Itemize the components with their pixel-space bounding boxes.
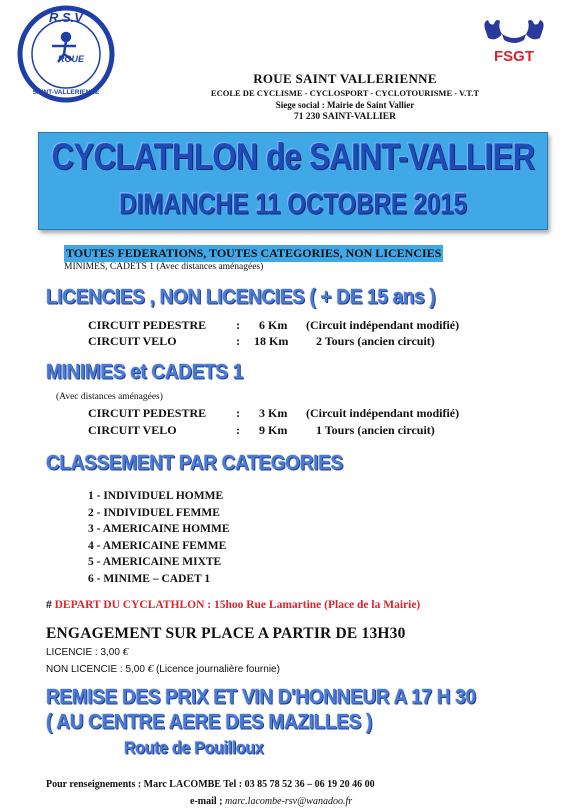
row-distance: 18 Km bbox=[254, 334, 289, 348]
row-label: CIRCUIT PEDESTRE bbox=[88, 318, 207, 332]
depart-line bbox=[46, 599, 420, 611]
route-heading: Route de Pouilloux bbox=[124, 738, 264, 758]
rsv-club-logo bbox=[16, 4, 116, 104]
row-sep: : bbox=[236, 423, 240, 437]
category-item: 1 - INDIVIDUEL HOMME bbox=[88, 490, 224, 502]
contact-line: Pour renseignements : Marc LACOMBE Tel : 03 85 78 52 36 – 06 19 20 46 00 bbox=[46, 779, 375, 790]
classement-title: CLASSEMENT PAR CATEGORIES bbox=[46, 451, 343, 476]
fee-licencie bbox=[46, 646, 128, 658]
licencies-row-velo bbox=[0, 334, 580, 350]
row-distance: 6 Km bbox=[259, 318, 288, 332]
org-city: 71 230 SAINT-VALLIER bbox=[294, 112, 396, 122]
fsgt-text: FSGT bbox=[494, 48, 534, 64]
fee-label: NON LICENCIE : 5,00 bbox=[46, 664, 148, 675]
email-address[interactable]: marc.lacombe-rsv@wanadoo.fr bbox=[225, 796, 353, 807]
fee-non-licencie bbox=[46, 663, 280, 675]
minimes-note: MINIMES, CADETS 1 (Avec distances aménagées) bbox=[64, 262, 264, 272]
minimes-row-velo bbox=[0, 423, 580, 439]
row-note: (Circuit indépendant modifié) bbox=[306, 318, 460, 332]
row-sep: : bbox=[236, 406, 240, 420]
category-item: 5 - AMERICAINE MIXTE bbox=[88, 556, 222, 568]
org-siege: Siege social : Mairie de Saint Vallier bbox=[275, 100, 415, 110]
org-name: ROUE SAINT VALLERIENNE bbox=[253, 71, 437, 86]
fsgt-logo bbox=[478, 18, 550, 64]
category-item: 2 - INDIVIDUEL FEMME bbox=[88, 507, 220, 519]
row-note: 1 Tours (ancien circuit) bbox=[316, 423, 435, 437]
row-label: CIRCUIT PEDESTRE bbox=[88, 406, 207, 420]
fee-label: LICENCIE : 3,00 bbox=[46, 647, 123, 658]
row-distance: 9 Km bbox=[259, 423, 288, 437]
email-line bbox=[190, 796, 352, 807]
depart-text: DEPART DU CYCLATHLON : 15hoo Rue Lamartine (Place de la Mairie) bbox=[54, 599, 421, 611]
logo-top-text: R.S.V bbox=[49, 10, 83, 25]
row-note: 2 Tours (ancien circuit) bbox=[316, 334, 435, 348]
row-label: CIRCUIT VELO bbox=[88, 334, 177, 348]
category-item: 3 - AMERICAINE HOMME bbox=[88, 523, 230, 535]
row-note: (Circuit indépendant modifié) bbox=[306, 406, 460, 420]
hash-marker: # bbox=[46, 599, 52, 611]
remise-heading: REMISE DES PRIX ET VIN D'HONNEUR A 17 H 30 bbox=[46, 685, 476, 710]
fee-currency: € bbox=[147, 663, 154, 675]
row-sep: : bbox=[236, 334, 240, 348]
logo-bottom-text: SAINT-VALLERIENNE bbox=[32, 89, 100, 96]
minimes-title: MINIMES et CADETS 1 bbox=[46, 360, 243, 385]
minimes-distances-note: (Avec distances aménagées) bbox=[56, 392, 163, 402]
category-item: 6 - MINIME – CADET 1 bbox=[88, 573, 211, 585]
event-date: DIMANCHE 11 OCTOBRE 2015 bbox=[119, 188, 467, 221]
email-label: e-mail ; bbox=[190, 796, 225, 807]
category-item: 4 - AMERICAINE FEMME bbox=[88, 540, 227, 552]
logo-middle-text: ROUE bbox=[57, 54, 85, 64]
licencies-row-pedestre bbox=[0, 318, 580, 334]
licencies-title: LICENCIES , NON LICENCIES ( + DE 15 ans ) bbox=[46, 285, 436, 310]
row-sep: : bbox=[236, 318, 240, 332]
row-label: CIRCUIT VELO bbox=[88, 423, 177, 437]
org-subtitle: ECOLE DE CYCLISME - CYCLOSPORT - CYCLOTOURISME - V.T.T bbox=[210, 88, 480, 98]
event-title: CYCLATHLON de SAINT-VALLIER bbox=[51, 135, 535, 178]
minimes-row-pedestre bbox=[0, 406, 580, 422]
federations-banner: TOUTES FEDERATIONS, TOUTES CATEGORIES, NON LICENCIES bbox=[66, 246, 442, 260]
centre-heading: ( AU CENTRE AERE DES MAZILLES ) bbox=[46, 710, 373, 735]
fee-note: (Licence journalière fournie) bbox=[153, 664, 280, 675]
row-distance: 3 Km bbox=[259, 406, 288, 420]
fee-currency: € bbox=[122, 646, 129, 658]
event-banner bbox=[38, 132, 548, 230]
engagement-heading: ENGAGEMENT SUR PLACE A PARTIR DE 13H30 bbox=[46, 625, 406, 642]
raised-hands-icon bbox=[484, 20, 543, 43]
